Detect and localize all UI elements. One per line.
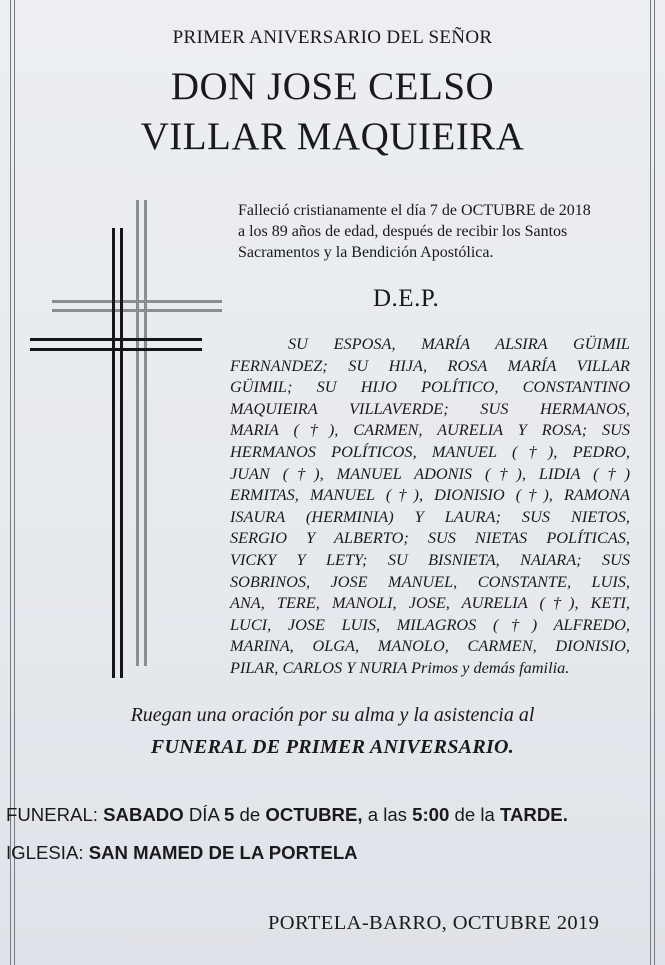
funeral-month: OCTUBRE, (265, 804, 363, 825)
funeral-dia-word: DÍA (188, 804, 219, 825)
death-notice-line: Falleció cristianamente el día 7 de OCTUBRE de 2018 (238, 202, 591, 219)
family-line: SOBRINOS, JOSE MANUEL, CONSTANTE, LUIS, (230, 571, 630, 591)
church-name: SAN MAMED DE LA PORTELA (88, 842, 358, 863)
death-notice-line: a los 89 años de edad, después de recibir los Santos (238, 223, 568, 240)
funeral-de-word: de (239, 804, 261, 825)
deceased-name-line-2: VILLAR MAQUIEIRA (140, 115, 525, 158)
family-line: ANA, TERE, MANOLI, JOSE, AURELIA (†), KETI, (230, 593, 630, 613)
family-line: ISAURA (HERMINIA) Y LAURA; SUS NIETOS, (230, 506, 630, 526)
family-line: MAQUIEIRA VILLAVERDE; SUS HERMANOS, (230, 398, 630, 418)
funeral-de-la: de la (454, 804, 495, 825)
funeral-time: 5:00 (412, 804, 450, 825)
funeral-title: FUNERAL DE PRIMER ANIVERSARIO. (150, 736, 515, 758)
place-and-date: PORTELA-BARRO, OCTUBRE 2019 (268, 912, 600, 934)
family-line: JUAN (†), MANUEL ADONIS (†), LIDIA (†) (230, 463, 630, 483)
family-line: SU ESPOSA, MARÍA ALSIRA GÜIMIL (288, 334, 630, 353)
family-line: GÜIMIL; SU HIJO POLÍTICO, CONSTANTINO (230, 377, 630, 397)
cross-black-lines (30, 228, 202, 678)
church-label: IGLESIA: (6, 842, 84, 863)
death-notice-line: Sacramentos y la Bendición Apostólica. (238, 244, 494, 261)
funeral-a-las: a las (367, 804, 407, 825)
dep-abbreviation: D.E.P. (373, 285, 440, 312)
family-line: HERMANOS POLÍTICOS, MANUEL (†), PEDRO, (230, 441, 630, 461)
family-line: MARIA (†), CARMEN, AURELIA Y ROSA; SUS (230, 420, 630, 440)
family-line: LUCI, JOSE LUIS, MILAGROS (†) ALFREDO, (230, 614, 630, 634)
funeral-period: TARDE. (500, 804, 568, 825)
prayer-request: Ruegan una oración por su alma y la asistencia al (130, 704, 535, 726)
family-line: ERMITAS, MANUEL (†), DIONISIO (†), RAMONA (230, 485, 630, 505)
family-line: FERNANDEZ; SU HIJA, ROSA MARÍA VILLAR (230, 355, 630, 375)
family-line: VICKY Y LETY; SU BISNIETA, NAIARA; SUS (230, 549, 630, 569)
funeral-date-number: 5 (224, 804, 235, 825)
funeral-label: FUNERAL: (6, 804, 98, 825)
anniversary-heading: PRIMER ANIVERSARIO DEL SEÑOR (172, 27, 493, 48)
family-line: PILAR, CARLOS Y NURIA Primos y demás familia. (230, 657, 570, 677)
deceased-name-line-1: DON JOSE CELSO (170, 65, 495, 108)
family-line: MARINA, OLGA, MANOLO, CARMEN, DIONISIO, (230, 636, 630, 656)
cross-grey-lines (52, 200, 222, 666)
funeral-day: SABADO (103, 804, 184, 825)
family-line: SERGIO Y ALBERTO; SUS NIETAS POLÍTICAS, (230, 528, 630, 548)
